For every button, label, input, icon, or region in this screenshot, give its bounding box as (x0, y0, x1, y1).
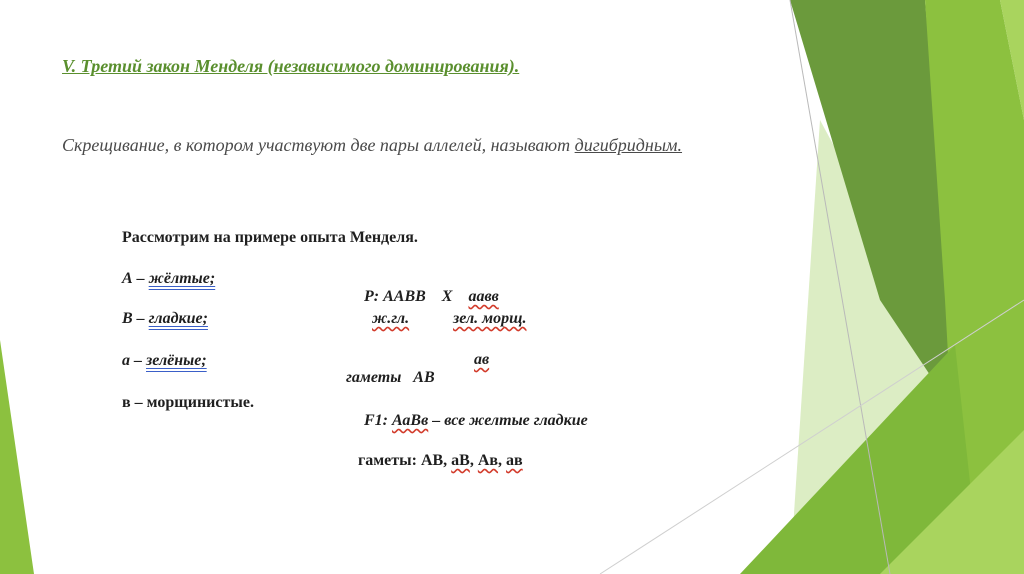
allele-label: А – (122, 270, 149, 287)
gametes-label: гаметы АВ (346, 369, 435, 386)
allele-label: а – (122, 352, 146, 369)
parents-row (356, 270, 499, 306)
f1-gamete-Ab: Ав (477, 452, 499, 469)
f1-label: F1: (364, 412, 392, 429)
example-heading: Рассмотрим на примере опыта Менделя. (122, 229, 418, 246)
allele-term: в – морщинистые. (122, 394, 254, 411)
intro-paragraph (62, 130, 702, 160)
phenotype-row (372, 310, 409, 328)
phenotype-row-recessive (453, 310, 526, 328)
f1-gametes-sep1: , (469, 452, 478, 469)
phenotype-recessive: зел. морщ. (453, 310, 527, 327)
parents-recessive: аавв (468, 288, 499, 305)
f1-genotype: АаВв (392, 412, 429, 429)
f1-gametes-row (350, 434, 523, 470)
f1-phenotype: – все желтые гладкие (428, 412, 588, 429)
f1-gametes-label: гаметы: АВ, (358, 452, 452, 469)
parents-genotypes: P: ААВВ Х (364, 288, 469, 305)
allele-row-A (122, 270, 215, 288)
slide-title: V. Третий закон Менделя (независимого доминирования). (62, 56, 520, 76)
f1-gamete-ab: ав (506, 452, 523, 469)
gametes-recessive-row (474, 351, 489, 369)
decor-left-strip (0, 340, 34, 574)
allele-term: гладкие; (148, 310, 208, 327)
allele-row-a (122, 352, 207, 370)
allele-row-B (122, 310, 208, 328)
f1-gametes-sep2: , (498, 452, 507, 469)
f1-row (356, 394, 588, 430)
intro-text: Скрещивание, в котором участвуют две пары аллелей, называют (62, 135, 575, 155)
f1-gamete-aB: аВ (451, 452, 470, 469)
gametes-recessive: ав (474, 351, 490, 368)
gametes-row (338, 351, 435, 387)
phenotype-dominant: ж.гл. (372, 310, 410, 327)
allele-term: жёлтые; (148, 270, 216, 287)
allele-row-b (122, 394, 254, 412)
allele-term: зелёные; (146, 352, 207, 369)
allele-label: В – (122, 310, 149, 327)
intro-term: дигибридным. (574, 135, 683, 155)
